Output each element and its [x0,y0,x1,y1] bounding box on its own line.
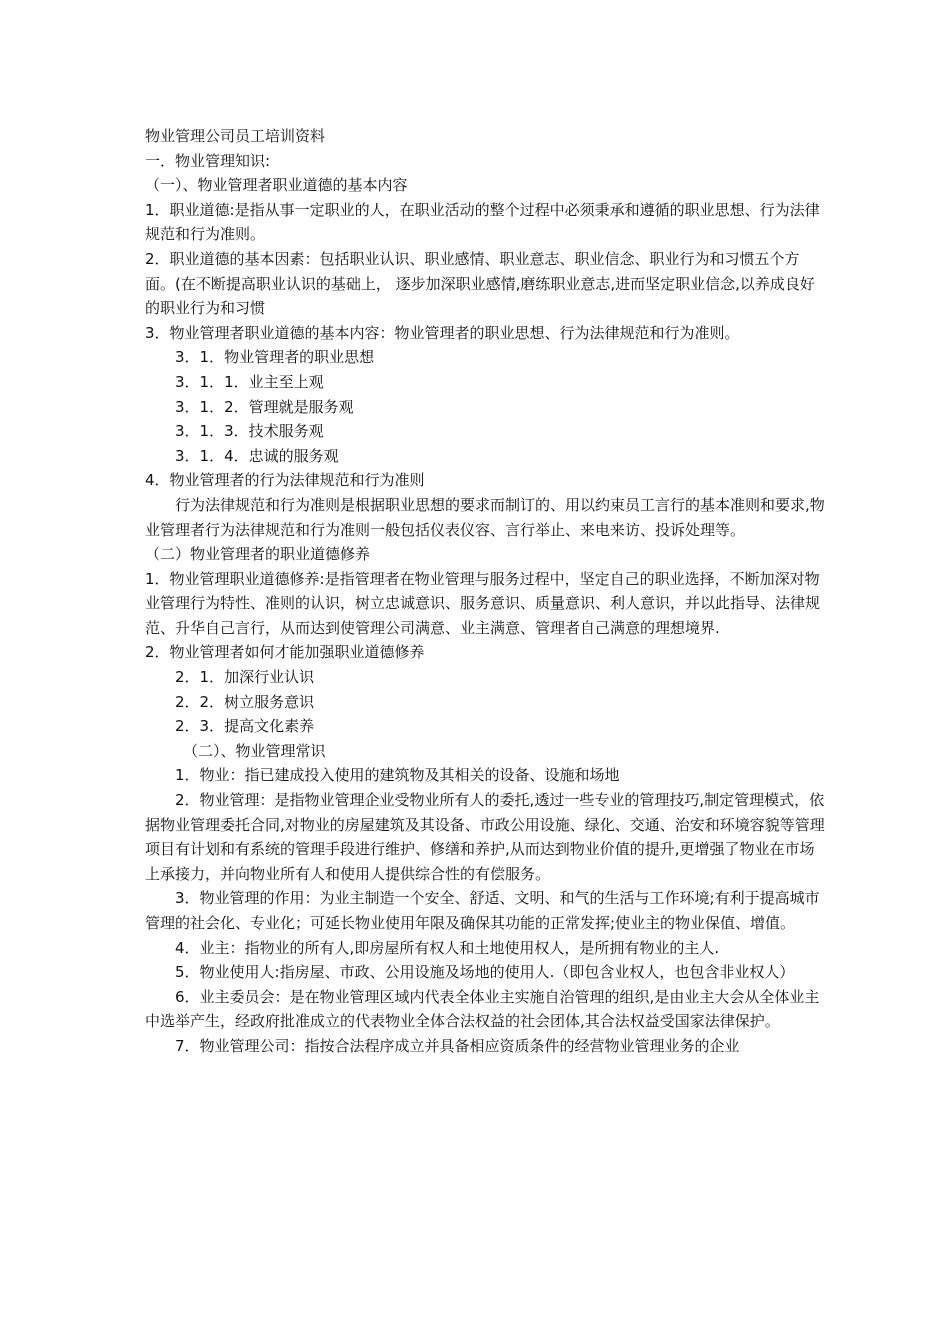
document-body [145,124,825,1059]
list-item: 2．1．加深行业认识 [175,668,315,687]
paragraph: 4．物业管理者的行为法律规范和行为准则 [145,471,425,490]
list-item: 2．3．提高文化素养 [175,717,315,736]
paragraph: （一）、物业管理者职业道德的基本内容 [145,176,408,195]
paragraph: 7．物业管理公司：指按合法程序成立并具备相应资质条件的经营物业管理业务的企业 [175,1036,740,1055]
list-item: 3．1．4．忠诚的服务观 [175,446,339,465]
paragraph: 3．物业管理者职业道德的基本内容：物业管理者的职业思想、行为法律规范和行为准则。 [145,323,740,342]
paragraph: 1．物业管理职业道德修养:是指管理者在物业管理与服务过程中，坚定自己的职业选择，不断加深对物业管理行为特性、准则的认识，树立忠诚意识、服务意识、质量意识、利人意识，并以此指导、法律规范、升华自己言行，从而达到使管理公司满意、业主满意、管理者自己满意的理想境界. [145,569,821,637]
list-item: 3．1．2．管理就是服务观 [175,397,354,416]
paragraph: 5．物业使用人:指房屋、市政、公用设施及场地的使用人.（即包含业权人，也包含非业权人） [175,963,795,982]
paragraph: 2．职业道德的基本因素：包括职业认识、职业感情、职业意志、职业信念、职业行为和习惯五个方面。(在不断提高职业认识的基础上， 逐步加深职业感情,磨练职业意志,进而坚定职业信念,以养成良好的职业行为和习惯 [145,249,815,318]
paragraph: 2．物业管理者如何才能加强职业道德修养 [145,643,425,662]
section-heading: （二）物业管理者的职业道德修养 [145,545,371,564]
paragraph: 2．物业管理：是指物业管理企业受物业所有人的委托,透过一些专业的管理技巧,制定管理模式，依据物业管理委托合同,对物业的房屋建筑及其设备、市政公用设施、绿化、交通、治安和环境容貌等管理项目有计划和有系统的管理手段进行维护、修缮和养护,从而达到物业价值的提升,更增强了物业在市场上承接力，并向物业所有人和使用人提供综合性的有偿服务。 [145,791,825,883]
list-item: 2．2．树立服务意识 [175,692,315,711]
list-item: 3．1．物业管理者的职业思想 [175,348,375,367]
paragraph: 1．物业：指已建成投入使用的建筑物及其相关的设备、设施和场地 [175,766,620,785]
section-heading: （二）、物业管理常识 [183,741,326,760]
document-title: 物业管理公司员工培训资料 [145,127,326,145]
paragraph: 3．物业管理的作用：为业主制造一个安全、舒适、文明、和气的生活与工作环境;有利于提高城市管理的社会化、专业化；可延长物业使用年限及确保其功能的正常发挥;使业主的物业保值、增值。 [145,889,820,932]
paragraph: 1．职业道德:是指从事一定职业的人，在职业活动的整个过程中必须秉承和遵循的职业思想、行为法律规范和行为准则。 [145,200,820,244]
paragraph: 4．业主：指物业的所有人,即房屋所有权人和土地使用权人，是所拥有物业的主人. [175,938,720,957]
list-item: 3．1．1．业主至上观 [175,372,324,391]
paragraph: 6．业主委员会：是在物业管理区域内代表全体业主实施自治管理的组织,是由业主大会从全体业主中选举产生，经政府批准成立的代表物业全体合法权益的社会团体,其合法权益受国家法律保护。 [145,987,820,1031]
paragraph: 行为法律规范和行为准则是根据职业思想的要求而制订的、用以约束员工言行的基本准则和要求,物业管理者行为法律规范和行为准则一般包括仪表仪容、言行举止、来电来访、投诉处理等。 [145,495,825,539]
paragraph: 一．物业管理知识: [145,151,271,170]
list-item: 3．1．3．技术服务观 [175,422,324,441]
